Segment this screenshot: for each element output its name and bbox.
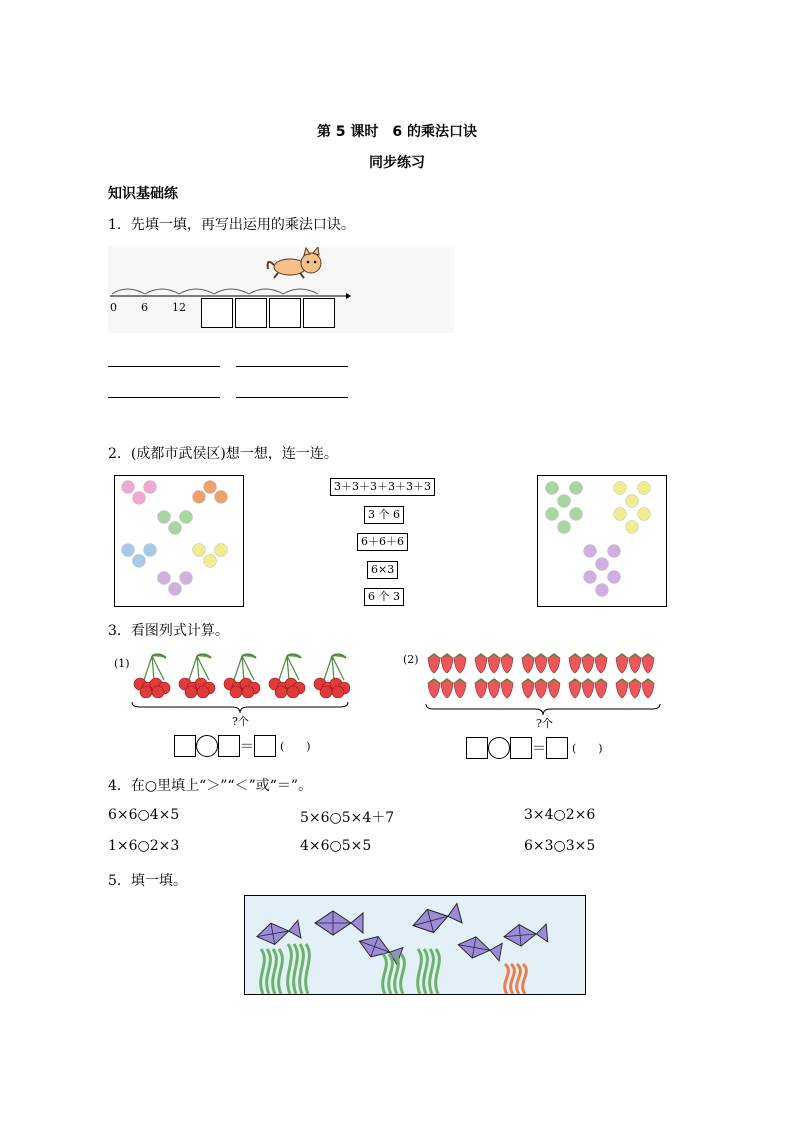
strawberry-icon <box>582 679 594 698</box>
strawberry-icon <box>595 679 607 698</box>
strawberry-icon <box>616 654 628 673</box>
dot <box>180 511 193 524</box>
seaweed-icon <box>383 954 405 994</box>
tick-label-6: 6 <box>141 301 148 314</box>
unit-paren-2[interactable]: ( ) <box>572 742 603 755</box>
dot <box>638 508 651 521</box>
dot <box>596 558 609 571</box>
dot <box>608 545 621 558</box>
compare-item[interactable]: 4×6○5×5 <box>300 838 372 854</box>
strawberry-icon <box>642 679 654 698</box>
number-line-answer-box[interactable] <box>303 298 335 328</box>
left-dot-groups <box>122 481 228 596</box>
dots-left-svg <box>115 476 243 606</box>
dot <box>626 521 639 534</box>
strawberry-icon <box>535 654 547 673</box>
cherry-bunch-icon <box>134 654 170 698</box>
dot <box>638 482 651 495</box>
page-subtitle: 同步练习 <box>369 155 425 171</box>
strawberry-icon <box>629 654 641 673</box>
dot <box>570 508 583 521</box>
dot <box>614 508 627 521</box>
equation-1: ＝ ( ) <box>174 735 311 757</box>
seaweed-icon <box>505 964 527 994</box>
strawberry-icon <box>488 679 500 698</box>
tick-label-12: 12 <box>172 301 186 314</box>
part-2-label: (2) <box>403 653 419 666</box>
dot <box>584 571 597 584</box>
equation-2: ＝ ( ) <box>466 737 603 759</box>
strawberry-icon <box>522 654 534 673</box>
strawberry-icon <box>548 654 560 673</box>
dot <box>546 482 559 495</box>
dots-box-right[interactable] <box>537 475 667 607</box>
strawberry-icon <box>548 679 560 698</box>
cherry-bunch-icon <box>269 654 305 698</box>
strawberry-icon <box>428 654 440 673</box>
answer-line[interactable] <box>108 366 220 367</box>
strawberry-icon <box>488 654 500 673</box>
tick-label-0: 0 <box>110 301 117 314</box>
compare-item[interactable]: 5×6○5×4＋7 <box>300 810 395 826</box>
expr-card-4[interactable]: 6×3 <box>367 561 398 579</box>
fish-picture <box>244 895 586 995</box>
dot <box>570 482 583 495</box>
seaweed-icon <box>288 944 310 994</box>
expr-card-1[interactable]: 3＋3＋3＋3＋3＋3 <box>330 478 435 496</box>
dot <box>158 572 171 585</box>
dot <box>215 490 228 503</box>
dots-right-svg <box>538 476 666 606</box>
strawberry-icon <box>569 654 581 673</box>
answer-line[interactable] <box>108 397 220 398</box>
question-1: 1．先填一填，再写出运用的乘法口诀。 <box>108 217 355 233</box>
seaweed-icon <box>261 949 283 994</box>
fish-icon <box>503 922 548 947</box>
dot <box>596 584 609 597</box>
strawberry-icon <box>629 679 641 698</box>
number-line-answer-box[interactable] <box>201 298 233 328</box>
dot <box>608 571 621 584</box>
fish-scene-svg <box>245 896 585 994</box>
fish-icon <box>456 934 502 963</box>
strawberry-icon <box>475 679 487 698</box>
strawberry-icon <box>595 654 607 673</box>
strawberry-icon <box>441 654 453 673</box>
dot <box>158 511 171 524</box>
strawberry-icon <box>569 679 581 698</box>
question-3: 3．看图列式计算。 <box>108 623 229 639</box>
dots-box-left[interactable] <box>114 475 244 607</box>
number-line-figure <box>108 247 454 333</box>
question-5: 5．填一填。 <box>108 873 187 889</box>
strawberry-icon <box>428 679 440 698</box>
answer-box[interactable] <box>218 735 240 757</box>
dot <box>169 582 182 595</box>
dot <box>546 508 559 521</box>
cherry-bunch-icon <box>314 654 350 698</box>
answer-box[interactable] <box>174 735 196 757</box>
dot <box>144 544 157 557</box>
number-line-answer-box[interactable] <box>269 298 301 328</box>
dot <box>180 572 193 585</box>
answer-box[interactable] <box>510 737 532 759</box>
brace-2-question: ?个 <box>536 717 553 730</box>
dot <box>193 544 206 557</box>
brace-1-question: ?个 <box>232 715 249 728</box>
answer-line[interactable] <box>236 366 348 367</box>
dot <box>204 481 217 494</box>
dot <box>204 554 217 567</box>
number-line-answer-box[interactable] <box>235 298 267 328</box>
cherry-bunch-icon <box>224 654 260 698</box>
unit-paren-1[interactable]: ( ) <box>280 740 311 753</box>
strawberry-icon <box>501 679 513 698</box>
compare-item[interactable]: 1×6○2×3 <box>108 838 180 854</box>
question-4: 4．在○里填上“＞”“＜”或“＝”。 <box>108 778 313 794</box>
compare-item[interactable]: 3×4○2×6 <box>524 807 596 823</box>
strawberry-icon <box>522 679 534 698</box>
seaweed-icon <box>418 949 440 994</box>
strawberry-icon <box>441 679 453 698</box>
fish-icon <box>315 911 363 935</box>
part-1-label: (1) <box>114 657 130 670</box>
fish-icon <box>356 931 404 966</box>
fish-icon <box>410 902 463 938</box>
answer-box[interactable] <box>466 737 488 759</box>
strawberries-svg <box>424 650 662 700</box>
strawberry-icon <box>535 679 547 698</box>
strawberry-rows <box>424 650 662 700</box>
cherry-row <box>130 652 350 698</box>
answer-line[interactable] <box>236 397 348 398</box>
strawberry-icon <box>454 654 466 673</box>
section-heading: 知识基础练 <box>108 186 178 202</box>
dot <box>584 545 597 558</box>
page-title: 第 5 课时 6 的乘法口诀 <box>316 124 478 140</box>
strawberry-icon <box>454 679 466 698</box>
dot <box>626 495 639 508</box>
dot <box>558 495 571 508</box>
answer-box[interactable] <box>254 735 276 757</box>
cherries-svg <box>130 652 350 698</box>
answer-box[interactable] <box>546 737 568 759</box>
dot <box>133 554 146 567</box>
fish-icon <box>255 918 301 947</box>
strawberry-icon <box>582 654 594 673</box>
compare-item[interactable]: 6×3○3×5 <box>524 838 596 854</box>
dot <box>122 481 135 494</box>
strawberry-icon <box>642 654 654 673</box>
dot <box>122 544 135 557</box>
operator-circle[interactable] <box>488 737 510 759</box>
right-dot-groups <box>546 482 651 597</box>
question-2 <box>108 443 338 463</box>
dot <box>169 521 182 534</box>
strawberry-icon <box>475 654 487 673</box>
compare-item[interactable]: 6×6○4×5 <box>108 807 180 823</box>
expr-card-5[interactable]: 6 个 3 <box>364 588 404 606</box>
cherry-bunch-icon <box>179 654 215 698</box>
operator-circle[interactable] <box>196 735 218 757</box>
dot <box>144 481 157 494</box>
dot <box>614 482 627 495</box>
strawberry-icon <box>616 679 628 698</box>
strawberry-icon <box>501 654 513 673</box>
expr-card-3[interactable]: 6＋6＋6 <box>357 533 408 551</box>
dot <box>558 521 571 534</box>
dot <box>133 491 146 504</box>
dot <box>193 490 206 503</box>
dot <box>215 544 228 557</box>
expr-card-2[interactable]: 3 个 6 <box>364 506 404 524</box>
question-2-text: 2．(成都市武侯区)想一想，连一连。 <box>108 446 338 462</box>
